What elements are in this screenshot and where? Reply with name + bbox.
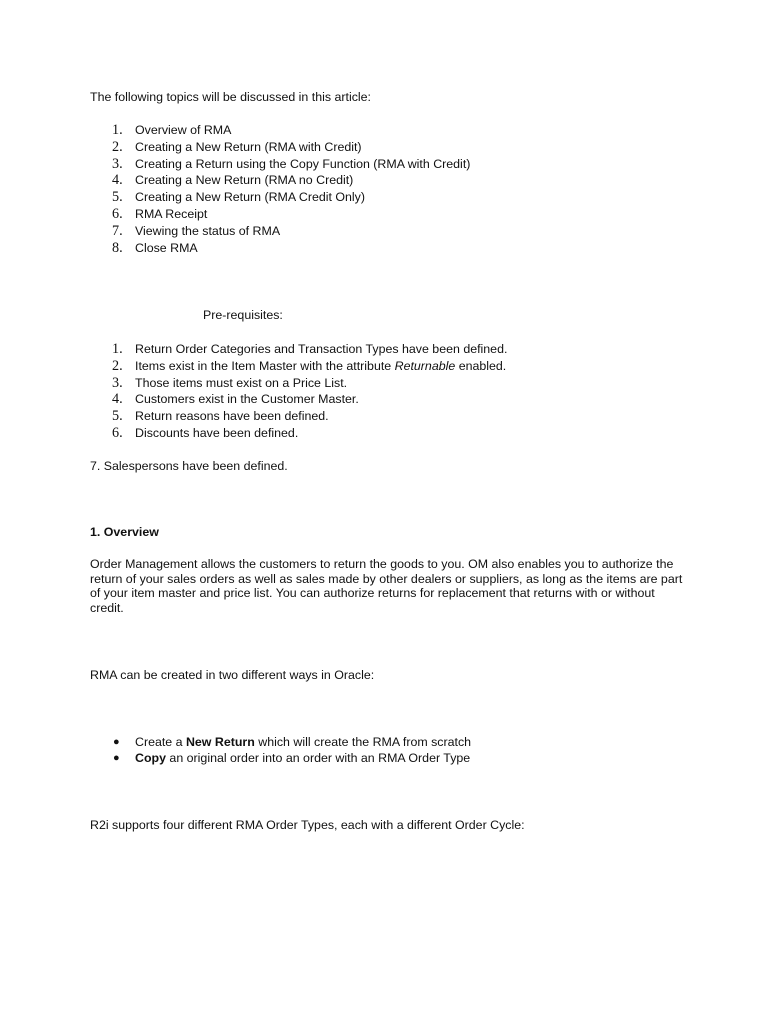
bullet-bold: Copy <box>135 751 166 766</box>
bullet-text-end: which will create the RMA from scratch <box>254 735 472 749</box>
list-item <box>112 240 470 257</box>
list-item-text: Viewing the status of RMA <box>135 223 281 238</box>
list-item-text: Creating a New Return (RMA with Credit) <box>135 139 362 154</box>
list-item-text: Those items must exist on a Price List. <box>135 375 348 390</box>
list-number: 5. <box>112 189 123 206</box>
overview-heading: 1. Overview <box>90 525 159 539</box>
list-item <box>112 391 507 408</box>
list-item <box>112 375 507 392</box>
list-item <box>112 408 507 425</box>
list-item-text: Customers exist in the Customer Master. <box>135 392 359 407</box>
list-item <box>112 358 507 375</box>
list-item <box>112 734 471 750</box>
list-item <box>112 223 470 240</box>
bullet-bold: New Return <box>185 735 255 749</box>
list-item <box>112 156 470 173</box>
list-number: 1. <box>112 341 123 357</box>
overview-paragraph: Order Management allows the customers to return the goods to you. OM also enables you to authorize the return of your sales orders as well as sales made by other dealers or suppliers, as long as the items are part of your item master and price list. You can authorize returns for replacement that returns with or without credit. <box>90 557 683 615</box>
list-number: 3. <box>112 374 123 391</box>
bullet-icon: ● <box>113 736 120 748</box>
list-item <box>112 206 470 223</box>
list-item-text: Creating a New Return (RMA Credit Only) <box>135 190 365 205</box>
list-item-text: Creating a New Return (RMA no Credit) <box>135 173 354 188</box>
list-number: 6. <box>112 205 123 222</box>
list-number: 4. <box>112 391 123 408</box>
bullet-text-end: an original order into an order with an RMA Order Type <box>165 751 471 766</box>
prereq-heading: Pre-requisites: <box>203 308 283 322</box>
topics-list <box>112 122 470 256</box>
list-number: 5. <box>112 408 123 425</box>
list-item-text: Return Order Categories and Transaction Types have been defined. <box>135 342 508 356</box>
list-number: 7. <box>112 222 123 239</box>
list-item <box>112 341 507 358</box>
list-item-text-end: enabled. <box>455 358 507 373</box>
list-item-text: Overview of RMA <box>135 123 232 137</box>
list-number: 4. <box>112 172 123 189</box>
rma-ways-text: RMA can be created in two different ways in Oracle: <box>90 668 375 682</box>
list-item-text: Return reasons have been defined. <box>135 409 329 424</box>
list-item <box>112 139 470 156</box>
prereq-extra: 7. Salespersons have been defined. <box>90 459 288 473</box>
italic-term: Returnable <box>394 358 456 373</box>
list-number: 6. <box>112 424 123 441</box>
list-item <box>112 425 507 442</box>
list-item-text: Discounts have been defined. <box>135 425 299 440</box>
r2i-text: R2i supports four different RMA Order Types, each with a different Order Cycle: <box>90 818 525 832</box>
bullet-icon: ● <box>113 752 120 765</box>
list-item <box>112 189 470 206</box>
bullet-text: Create a <box>135 735 186 749</box>
prereq-list <box>112 341 507 442</box>
intro-text: The following topics will be discussed in this article: <box>90 90 371 104</box>
list-number: 1. <box>112 122 123 138</box>
list-number: 8. <box>112 239 123 256</box>
list-number: 2. <box>112 357 123 374</box>
list-item <box>112 122 470 139</box>
list-item-text: Creating a Return using the Copy Function (RMA with Credit) <box>135 156 471 171</box>
list-item-text: Items exist in the Item Master with the attribute <box>135 358 395 373</box>
list-number: 3. <box>112 155 123 172</box>
bullet-list <box>112 734 471 767</box>
list-item <box>112 172 470 189</box>
list-item-text: RMA Receipt <box>135 206 208 221</box>
list-item-text: Close RMA <box>135 240 198 255</box>
list-number: 2. <box>112 138 123 155</box>
list-item <box>112 750 471 766</box>
